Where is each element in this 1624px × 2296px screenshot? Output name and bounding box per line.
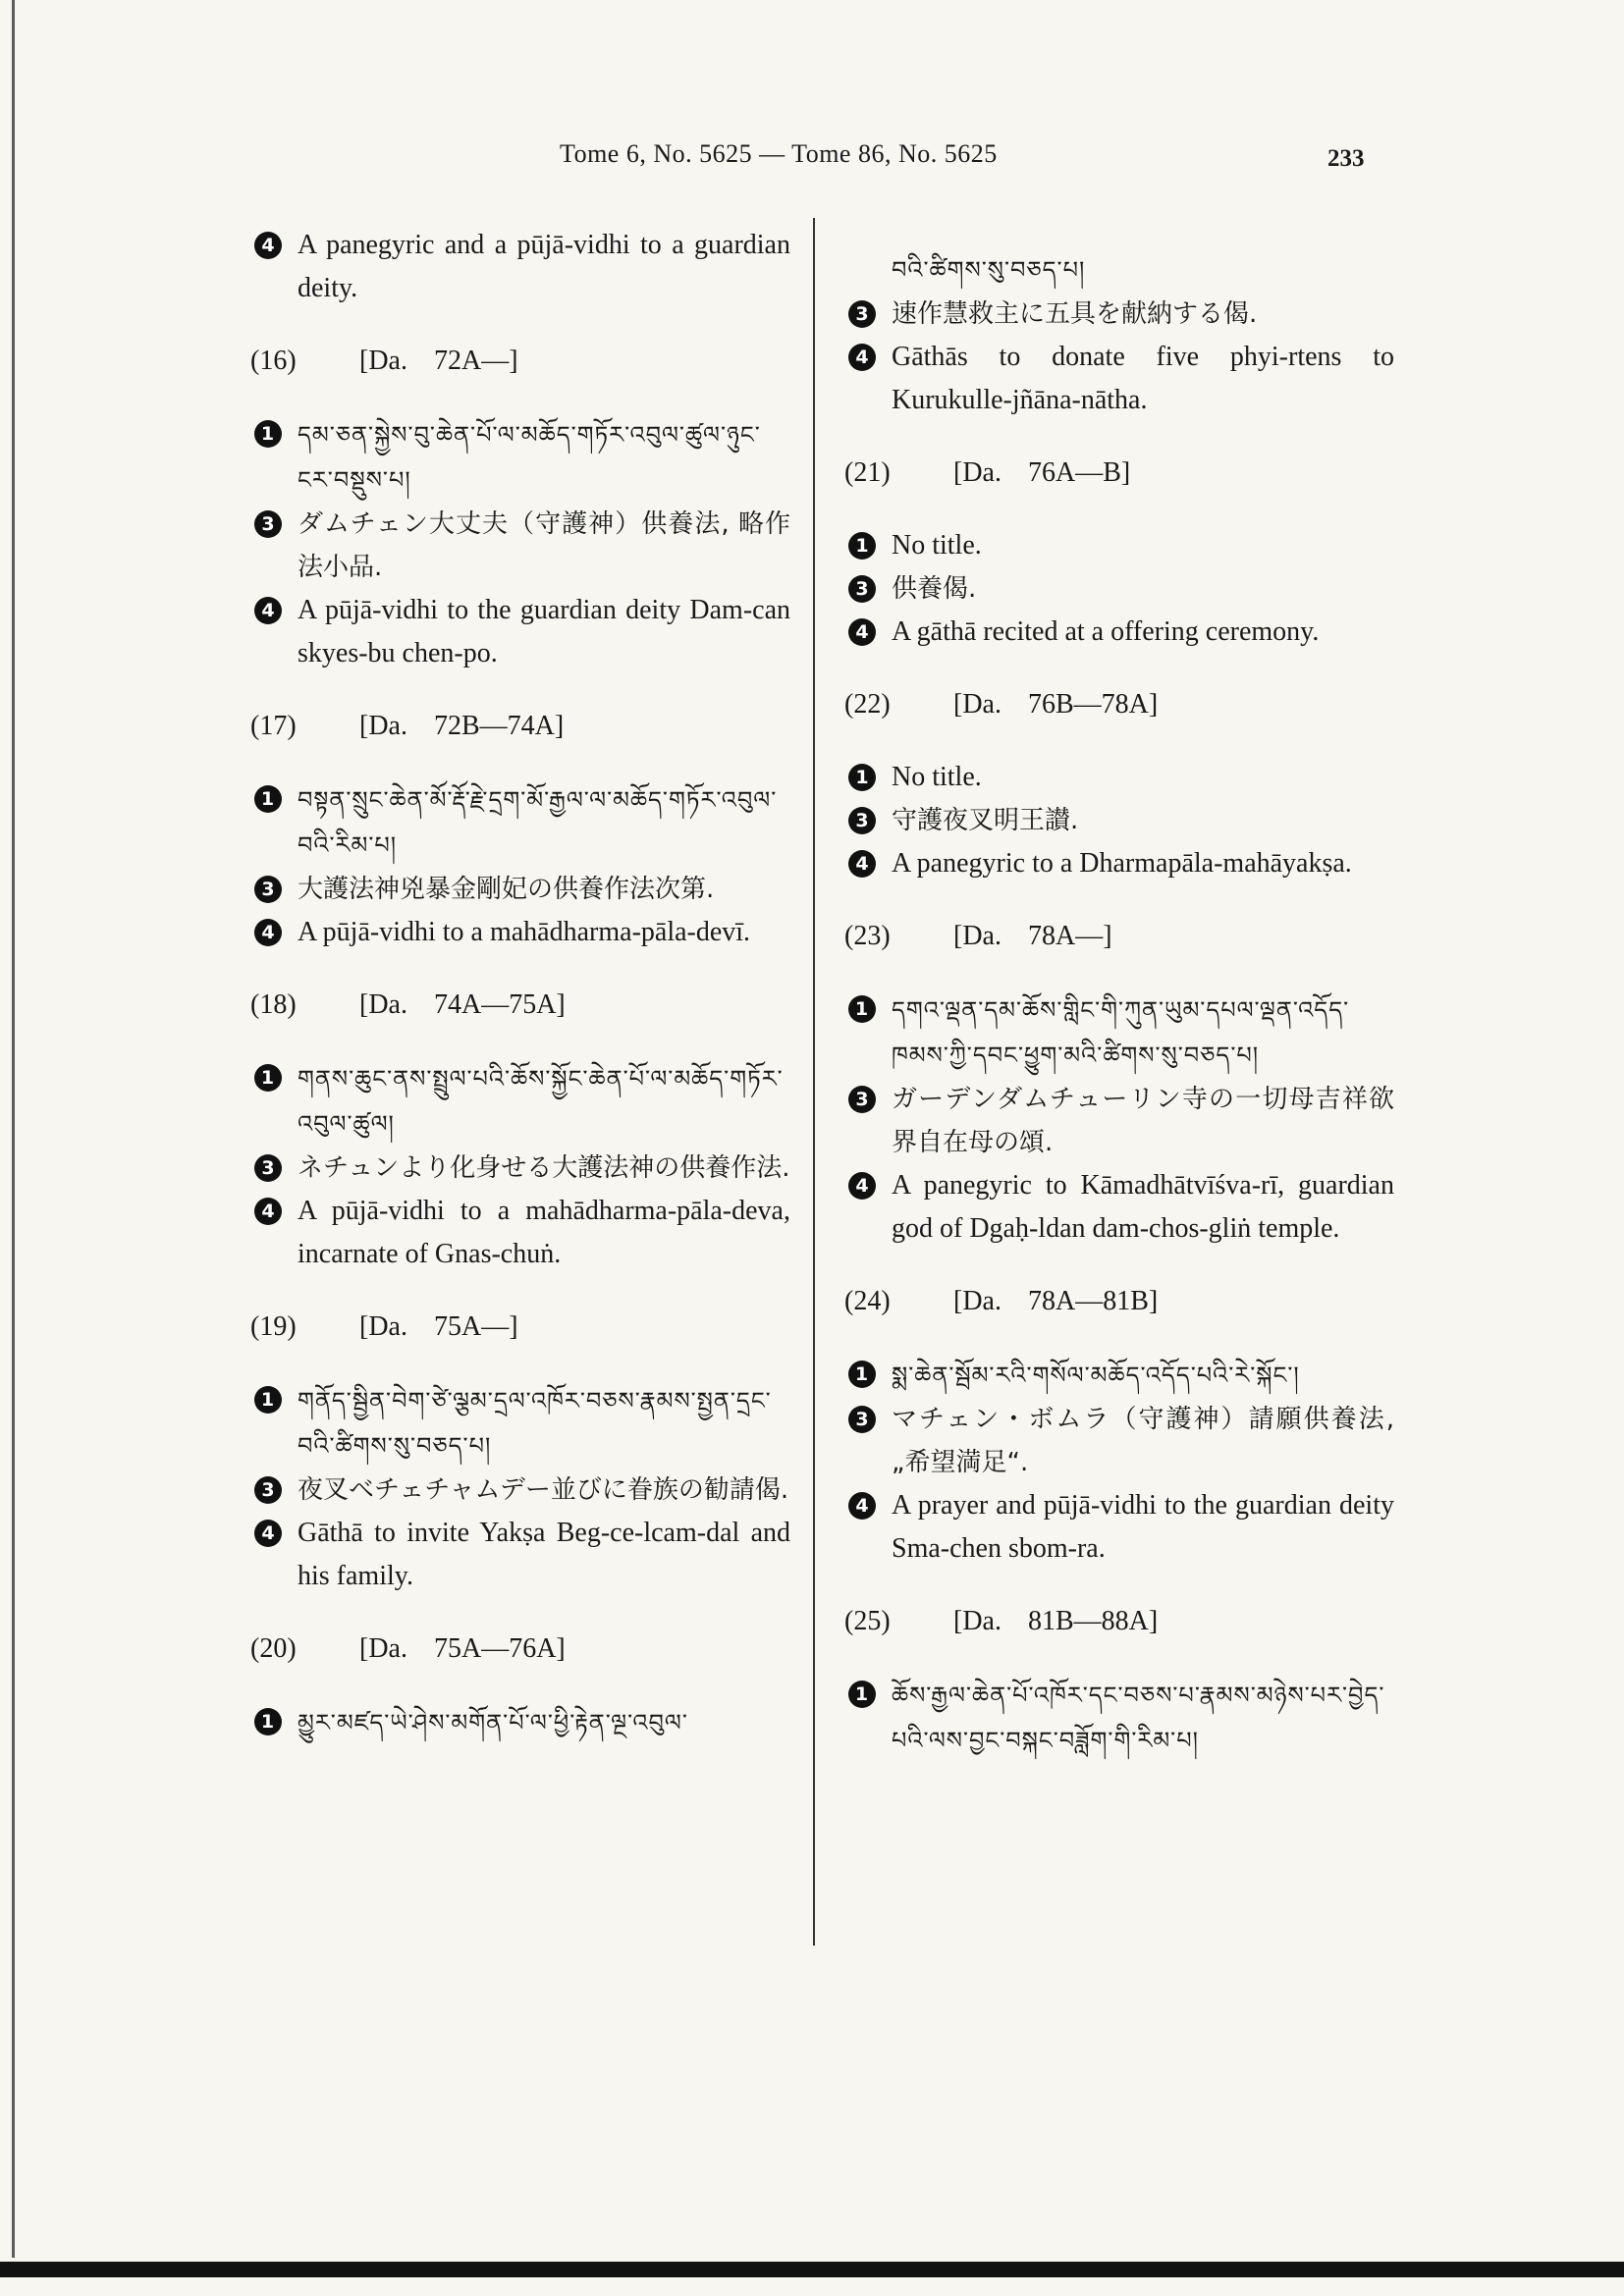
- column-divider: [813, 218, 815, 1946]
- right-column: [844, 247, 1394, 1763]
- entry-number: (18): [250, 989, 297, 1020]
- scan-bottom-edge: [0, 2262, 1624, 2277]
- entry-item: [250, 777, 790, 868]
- entry-item: [250, 1700, 790, 1745]
- english-description: Gāthās to donate five phyi-rtens to Kurukulle-jñāna-nātha.: [892, 342, 1394, 415]
- english-description: A panegyric to Kāmadhātvīśva-rī, guardian god of Dgaḥ-ldan dam-chos-gliṅ temple.: [892, 1170, 1394, 1244]
- japanese-title: 夜叉ベチェチャムデー並びに眷族の勧請偈.: [298, 1475, 789, 1505]
- marker-badge: 1: [254, 420, 282, 448]
- marker-badge: 1: [848, 1361, 876, 1388]
- marker-badge: 4: [254, 919, 282, 946]
- entry-heading: [844, 1600, 1394, 1643]
- entry-heading: [844, 915, 1394, 958]
- marker-badge: 3: [254, 876, 282, 903]
- entry-item: [844, 799, 1394, 842]
- entry-heading: [250, 984, 790, 1027]
- entry-reference: [Da. 72A—]: [359, 346, 518, 376]
- english-description: A prayer and pūjā-vidhi to the guardian deity Sma-chen sbom-ra.: [892, 1490, 1394, 1564]
- marker-badge: 1: [254, 785, 282, 813]
- entry-reference: [Da. 75A—]: [359, 1311, 518, 1342]
- tibetan-title: བའི་ཚིགས་སུ་བཅད་པ།: [892, 256, 1086, 284]
- item-text: No title.: [892, 762, 982, 792]
- english-description: A gāthā recited at a offering ceremony.: [892, 616, 1320, 647]
- tibetan-title: གནོད་སྦྱིན་བེག་ཙེ་ལྕམ་དྲལ་འཁོར་བཅས་རྣམས་སྤྱན་དྲང་བའི་ཚིགས་སུ་བཅད་པ།: [298, 1387, 772, 1460]
- entry-heading: [844, 683, 1394, 726]
- marker-badge: 3: [254, 1154, 282, 1182]
- marker-badge: 4: [848, 1492, 876, 1520]
- item-text: No title.: [892, 530, 982, 561]
- entry-item: [250, 1512, 790, 1598]
- entry-item: [844, 1353, 1394, 1398]
- entry-item: [250, 868, 790, 911]
- marker-badge: 1: [254, 1064, 282, 1092]
- entry-item: [844, 988, 1394, 1078]
- entry-item: [250, 1056, 790, 1147]
- japanese-title: 供養偈.: [892, 574, 977, 604]
- marker-badge: 1: [254, 1386, 282, 1414]
- marker-badge: 4: [254, 1198, 282, 1225]
- marker-badge: 1: [848, 995, 876, 1023]
- english-description: A pūjā-vidhi to the guardian deity Dam-can skyes-bu chen-po.: [298, 595, 790, 668]
- marker-badge: 4: [254, 232, 282, 259]
- entry-item: [250, 412, 790, 503]
- marker-badge: 1: [254, 1708, 282, 1735]
- entry-heading: [844, 1280, 1394, 1323]
- entry-item: [250, 589, 790, 675]
- entry-item: [844, 756, 1394, 799]
- entry-reference: [Da. 78A—81B]: [953, 1286, 1159, 1316]
- japanese-title: 守護夜叉明王讃.: [892, 806, 1079, 835]
- tibetan-title: བསྟན་སྲུང་ཆེན་མོ་རྡོ་རྗེ་དྲག་མོ་རྒྱལ་ལ་མཆོད་གཏོར་འབུལ་བའི་རིམ་པ།: [298, 786, 778, 859]
- marker-badge: 4: [254, 597, 282, 624]
- marker-badge: 4: [848, 618, 876, 646]
- japanese-title: ガーデンダムチューリン寺の一切母吉祥欲界自在母の頌.: [892, 1085, 1394, 1157]
- entry-reference: [Da. 81B—88A]: [953, 1606, 1159, 1636]
- entry-item: [844, 1398, 1394, 1484]
- tibetan-title: གནས་ཆུང་ནས་སྤྲུལ་པའི་ཆོས་སྐྱོང་ཆེན་པོ་ལ་མཆོད་གཏོར་འབུལ་ཚུལ།: [298, 1065, 784, 1138]
- entry-item: [844, 1078, 1394, 1164]
- entry-number: (16): [250, 346, 297, 376]
- entry-item: [844, 293, 1394, 336]
- entry-number: (22): [844, 689, 891, 720]
- entry-heading: [250, 1628, 790, 1671]
- english-description: A pūjā-vidhi to a mahādharma-pāla-deva, incarnate of Gnas-chuṅ.: [298, 1196, 790, 1269]
- marker-badge: 3: [848, 1406, 876, 1433]
- marker-badge: 4: [848, 344, 876, 371]
- entry-reference: [Da. 72B—74A]: [359, 711, 565, 741]
- tibetan-title: དམ་ཅན་སྐྱེས་བུ་ཆེན་པོ་ལ་མཆོད་གཏོར་འབུལ་ཚུལ་ཉུང་ངར་བསྡུས་པ།: [298, 421, 761, 494]
- english-description: A pūjā-vidhi to a mahādharma-pāla-devī.: [298, 917, 751, 947]
- entry-reference: [Da. 75A—76A]: [359, 1633, 566, 1664]
- marker-badge: 3: [848, 575, 876, 603]
- marker-badge: 1: [848, 532, 876, 560]
- entry-item: [250, 911, 790, 954]
- entry-item: [844, 842, 1394, 885]
- tibetan-title: མྱུར་མཛད་ཡེ་ཤེས་མགོན་པོ་ལ་ཕྱི་རྟེན་ལྔ་འབུལ་: [298, 1709, 688, 1736]
- entry-heading: [844, 452, 1394, 495]
- entry-number: (25): [844, 1606, 891, 1636]
- entry-number: (23): [844, 921, 891, 951]
- marker-badge: 3: [848, 1086, 876, 1113]
- entry-item: [844, 567, 1394, 611]
- tibetan-title: ཆོས་རྒྱལ་ཆེན་པོ་འཁོར་དང་བཅས་པ་རྣམས་མཉེས་པར་བྱེད་པའི་ལས་བྱང་བསྐང་བཟློག་གི་རིམ་པ།: [892, 1682, 1385, 1754]
- entry-heading: [250, 1306, 790, 1349]
- entry-item-continuation: [844, 247, 1394, 293]
- entry-number: (20): [250, 1633, 297, 1664]
- marker-badge: 3: [254, 1476, 282, 1504]
- entry-reference: [Da. 76A—B]: [953, 457, 1131, 488]
- entry-number: (24): [844, 1286, 891, 1316]
- entry-item: [250, 224, 790, 310]
- page-binding-edge: [12, 0, 15, 2258]
- entry-item: [844, 524, 1394, 567]
- entry-item: [250, 1147, 790, 1190]
- entry-item: [844, 1164, 1394, 1251]
- item-text: A panegyric and a pūjā-vidhi to a guardian deity.: [298, 230, 790, 303]
- running-header: Tome 6, No. 5625 — Tome 86, No. 5625: [560, 139, 998, 168]
- page-number: 233: [1327, 145, 1365, 172]
- japanese-title: 速作慧救主に五具を献納する偈.: [892, 299, 1258, 329]
- entry-number: (19): [250, 1311, 297, 1342]
- entry-number: (21): [844, 457, 891, 488]
- entry-item: [844, 336, 1394, 422]
- marker-badge: 3: [848, 807, 876, 834]
- marker-badge: 3: [254, 510, 282, 538]
- entry-reference: [Da. 74A—75A]: [359, 989, 566, 1020]
- tibetan-title: སྨ་ཆེན་སྦོམ་རའི་གསོལ་མཆོད་འདོད་པའི་རེ་སྐོང་།: [892, 1362, 1300, 1389]
- marker-badge: 4: [848, 1172, 876, 1200]
- entry-reference: [Da. 76B—78A]: [953, 689, 1159, 720]
- entry-item: [250, 503, 790, 589]
- entry-item: [250, 1378, 790, 1468]
- tibetan-title: དགའ་ལྡན་དམ་ཆོས་གླིང་གི་ཀུན་ཡུམ་དཔལ་ལྡན་འདོད་ཁམས་ཀྱི་དབང་ཕྱུག་མའི་ཚིགས་སུ་བཅད་པ།: [892, 996, 1350, 1069]
- entry-item: [844, 1484, 1394, 1571]
- english-description: A panegyric to a Dharmapāla-mahāyakṣa.: [892, 848, 1352, 879]
- marker-badge: 4: [254, 1520, 282, 1547]
- entry-item: [250, 1468, 790, 1512]
- marker-badge: 4: [848, 850, 876, 878]
- marker-badge: 1: [848, 1681, 876, 1708]
- entry-reference: [Da. 78A—]: [953, 921, 1112, 951]
- marker-badge: 1: [848, 764, 876, 791]
- entry-heading: [250, 340, 790, 383]
- japanese-title: ダムチェン大丈夫（守護神）供養法, 略作法小品.: [298, 509, 790, 582]
- japanese-title: ネチュンより化身せる大護法神の供養作法.: [298, 1153, 790, 1183]
- marker-badge: 3: [848, 300, 876, 328]
- japanese-title: 大護法神兇暴金剛妃の供養作法次第.: [298, 875, 715, 904]
- entry-number: (17): [250, 711, 297, 741]
- left-column: [250, 224, 790, 1745]
- english-description: Gāthā to invite Yakṣa Beg-ce-lcam-dal and his family.: [298, 1518, 790, 1591]
- entry-heading: [250, 705, 790, 748]
- entry-item: [844, 1673, 1394, 1763]
- entry-item: [844, 611, 1394, 654]
- entry-item: [250, 1190, 790, 1276]
- japanese-title: マチェン・ボムラ（守護神）請願供養法, „希望満足“.: [892, 1405, 1394, 1477]
